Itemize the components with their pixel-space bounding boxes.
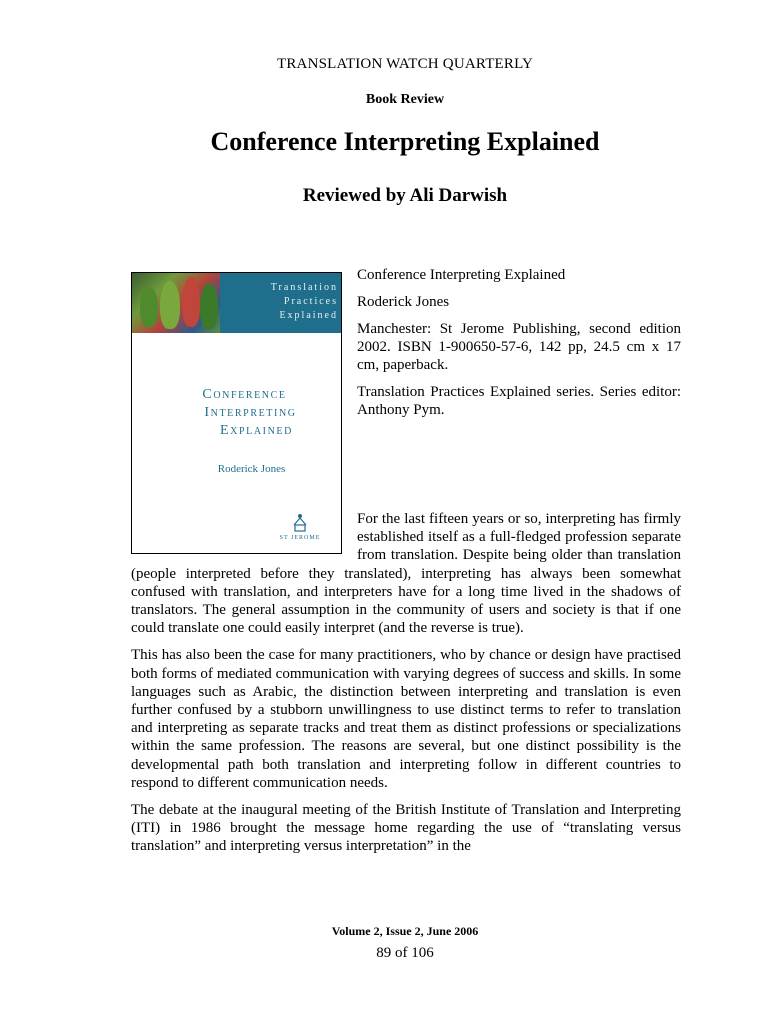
review-title: Conference Interpreting Explained <box>210 127 600 156</box>
review-body <box>131 510 681 865</box>
cover-author: Roderick Jones <box>217 463 286 475</box>
issue-footer: Volume 2, Issue 2, June 2006 <box>331 924 479 938</box>
paragraph: For the last fifteen years or so, interpreting has firmly established itself as a full-fledged profession separate from translation. Despite being older than translation (people interpreted before they translated), interpreting has always been somewhat confused with translation, and interpreters have for a long time lived in the shadows of translators. The general assumption in the community of users and society is that if one could translate one could easily interpret (and the reverse is true). <box>131 511 681 637</box>
book-details <box>357 266 681 428</box>
paragraph: This has also been the case for many practitioners, who by chance or design have practised both forms of mediated communication with varying degrees of success and skills. In some languages such as Arabic, the distinction between interpreting and translation is even further confused by a stubborn unwillingness to use distinct terms to refer to translation and interpreting as separate tracks and treat them as distinct professions or specializations within the same profession. The reasons are several, but one distinct possibility is the developmental path both translation and interpreting follow in different countries to respond to different communication needs. <box>131 647 681 791</box>
book-title: Conference Interpreting Explained <box>357 267 566 283</box>
publication-info: Manchester: St Jerome Publishing, second edition 2002. ISBN 1-900650-57-6, 142 pp, 24.5 cm x 17 cm, paperback. <box>357 321 681 373</box>
journal-name: TRANSLATION WATCH QUARTERLY <box>276 56 534 72</box>
cover-series-name: Translation Practices Explained <box>270 282 338 321</box>
reviewer-byline: Reviewed by Ali Darwish <box>302 185 508 206</box>
paragraph: The debate at the inaugural meeting of the British Institute of Translation and Interpreting (ITI) in 1986 brought the message home regarding the use of “translating versus translation” and interpreting versus interpretation” in the <box>131 802 681 855</box>
parrots-photo <box>132 273 220 333</box>
book-author: Roderick Jones <box>357 294 450 310</box>
section-heading: Book Review <box>365 92 445 107</box>
cover-publisher: ST JEROME <box>279 535 321 541</box>
cover-book-title: Conference Interpreting Explained <box>202 387 297 438</box>
page-number: 89 of 106 <box>376 945 434 961</box>
series-info: Translation Practices Explained series. Series editor: Anthony Pym. <box>357 384 681 418</box>
